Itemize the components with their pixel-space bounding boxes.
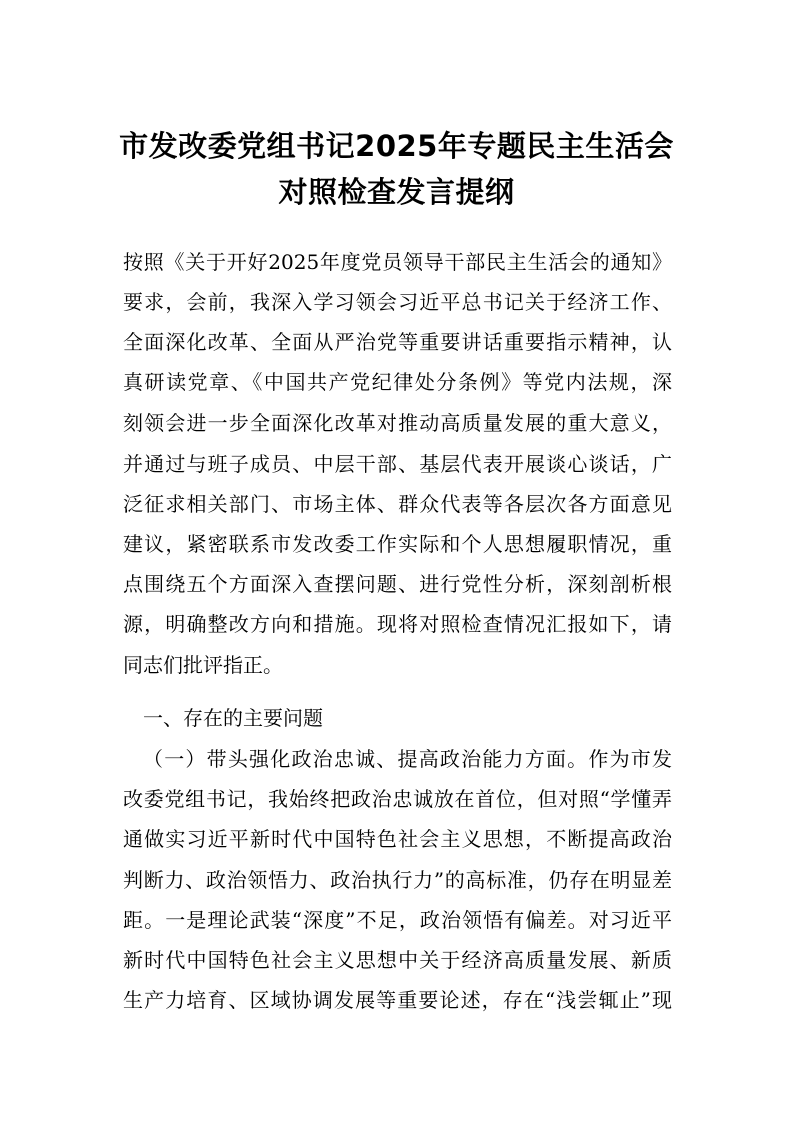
intro-line: 点围绕五个方面深入查摆问题、进行党性分析，深刻剖析根 (123, 572, 672, 596)
intro-line: 按照《关于开好2025年度党员领导干部民主生活会的通知》 (123, 250, 672, 274)
section-paragraph-line: （一）带头强化政治忠诚、提高政治能力方面。作为市发 (143, 747, 672, 771)
intro-line: 全面深化改革、全面从严治党等重要讲话重要指示精神，认 (123, 330, 672, 354)
document-title-line-1: 市发改委党组书记2025年专题民主生活会 (119, 129, 674, 163)
section-paragraph-line: 新时代中国特色社会主义思想中关于经济高质量发展、新质 (123, 948, 672, 972)
section-paragraph-line: 判断力、政治领悟力、政治执行力”的高标准，仍存在明显差 (123, 868, 672, 892)
section-heading: 一、存在的主要问题 (143, 706, 323, 730)
intro-line: 刻领会进一步全面深化改革对推动高质量发展的重大意义， (123, 411, 672, 435)
intro-line: 要求，会前，我深入学习领会习近平总书记关于经济工作、 (123, 290, 672, 314)
intro-line: 真研读党章、《中国共产党纪律处分条例》等党内法规，深 (123, 370, 672, 394)
intro-line: 源，明确整改方向和措施。现将对照检查情况汇报如下，请 (123, 612, 672, 636)
intro-line: 并通过与班子成员、中层干部、基层代表开展谈心谈话，广 (123, 452, 672, 476)
section-paragraph-line: 改委党组书记，我始终把政治忠诚放在首位，但对照“学懂弄 (123, 787, 672, 811)
document-title-line-2: 对照检查发言提纲 (278, 175, 515, 209)
section-paragraph-line: 通做实习近平新时代中国特色社会主义思想，不断提高政治 (123, 827, 672, 851)
section-paragraph-line: 生产力培育、区域协调发展等重要论述，存在“浅尝辄止”现 (123, 988, 672, 1012)
intro-line: 泛征求相关部门、市场主体、群众代表等各层次各方面意见 (123, 492, 672, 516)
section-paragraph-line: 距。一是理论武装“深度”不足，政治领悟有偏差。对习近平 (123, 908, 672, 932)
intro-line: 建议，紧密联系市发改委工作实际和个人思想履职情况，重 (123, 532, 672, 556)
intro-line: 同志们批评指正。 (123, 653, 283, 677)
